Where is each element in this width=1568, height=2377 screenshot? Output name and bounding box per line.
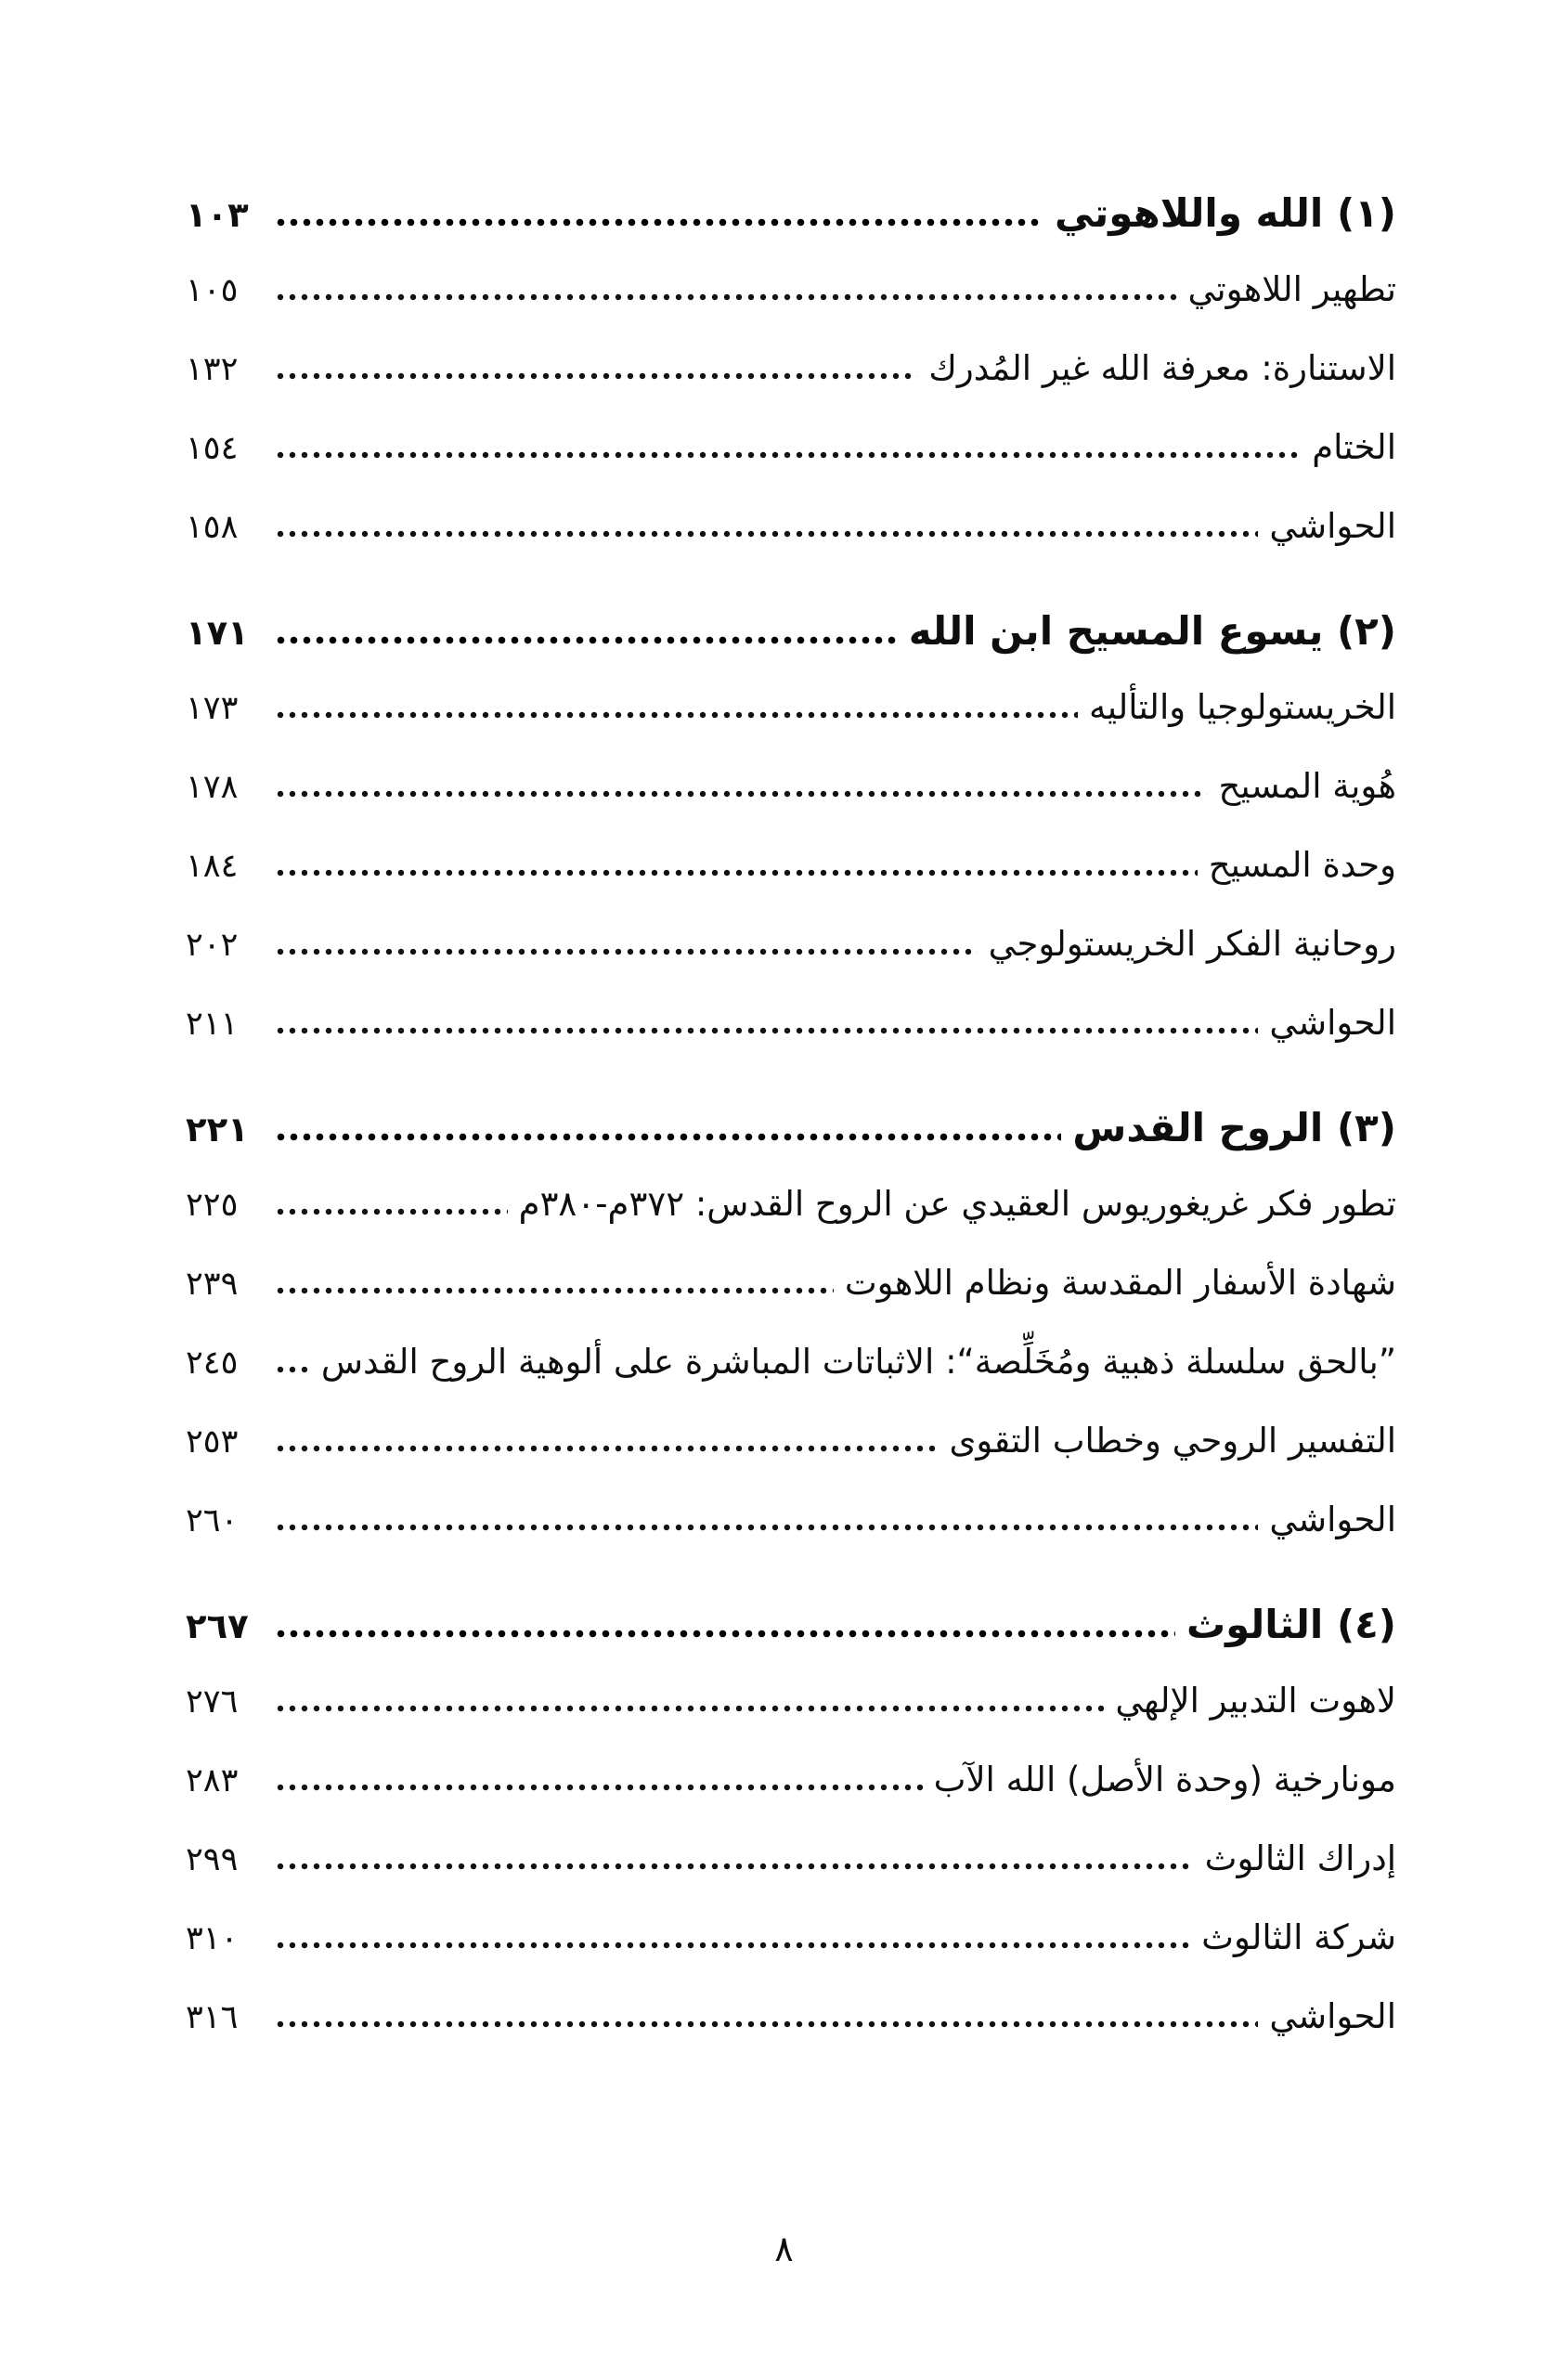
entry-title: الحواشي bbox=[1269, 1500, 1396, 1539]
toc-entry-row bbox=[186, 845, 1396, 924]
entry-page-number: ٢٢٥ bbox=[186, 1187, 239, 1224]
entry-page-number: ١٧٣ bbox=[186, 690, 239, 727]
toc-entry-row bbox=[186, 766, 1396, 845]
entry-title: تطهير اللاهوتي bbox=[1187, 269, 1396, 309]
entry-page-number: ٢٩٩ bbox=[186, 1841, 239, 1878]
entry-title: وحدة المسيح bbox=[1208, 845, 1396, 885]
chapter-title: (٣) الروح القدس bbox=[1072, 1105, 1396, 1150]
entry-page-number: ١٠٣ bbox=[186, 195, 249, 235]
entry-page-number: ٢٨٣ bbox=[186, 1762, 239, 1799]
toc-section bbox=[186, 608, 1396, 1082]
dot-leader bbox=[277, 451, 1301, 459]
toc-entry-row bbox=[186, 1681, 1396, 1760]
chapter-title: (٢) يسوع المسيح ابن الله bbox=[908, 608, 1396, 654]
entry-title: الحواشي bbox=[1269, 1003, 1396, 1043]
dot-leader bbox=[277, 1027, 1258, 1034]
toc-chapter-row bbox=[186, 1105, 1396, 1184]
dot-leader bbox=[277, 1705, 1104, 1712]
entry-title: الاستنارة: معرفة الله غير المُدرك bbox=[928, 348, 1396, 388]
entry-title: الحواشي bbox=[1269, 1996, 1396, 2036]
entry-title: لاهوت التدبير الإلهي bbox=[1115, 1681, 1396, 1721]
toc-entry-row bbox=[186, 1421, 1396, 1500]
entry-page-number: ٣١٦ bbox=[186, 1999, 239, 2036]
dot-leader bbox=[277, 530, 1258, 538]
dot-leader bbox=[277, 218, 1043, 227]
entry-page-number: ٢٢١ bbox=[186, 1110, 249, 1150]
entry-title: إدراك الثالوث bbox=[1204, 1838, 1396, 1878]
dot-leader bbox=[277, 1287, 834, 1294]
entry-title: الختام bbox=[1312, 427, 1396, 467]
toc-entry-row bbox=[186, 1263, 1396, 1342]
entry-page-number: ٣١٠ bbox=[186, 1920, 239, 1957]
dot-leader bbox=[277, 1630, 1175, 1638]
toc-entry-row bbox=[186, 687, 1396, 766]
page-number: ٨ bbox=[774, 2228, 794, 2269]
entry-page-number: ٢٦٠ bbox=[186, 1502, 239, 1539]
dot-leader bbox=[277, 636, 898, 644]
entry-page-number: ١٣٢ bbox=[186, 351, 239, 388]
toc-entry-row bbox=[186, 924, 1396, 1003]
chapter-title: (١) الله واللاهوتي bbox=[1055, 190, 1396, 236]
toc-entry-row bbox=[186, 348, 1396, 427]
dot-leader bbox=[277, 711, 1078, 719]
dot-leader bbox=[277, 869, 1198, 877]
dot-leader bbox=[277, 2020, 1258, 2028]
entry-title: روحانية الفكر الخريستولوجي bbox=[988, 924, 1396, 964]
dot-leader bbox=[277, 1524, 1258, 1531]
page-footer bbox=[0, 2228, 1568, 2269]
dot-leader bbox=[277, 372, 917, 380]
toc-chapter-row bbox=[186, 1602, 1396, 1681]
entry-title: هُوية المسيح bbox=[1218, 766, 1396, 806]
table-of-contents bbox=[186, 190, 1396, 2075]
entry-page-number: ١٨٤ bbox=[186, 848, 239, 885]
dot-leader bbox=[277, 1133, 1061, 1141]
entry-page-number: ٢٣٩ bbox=[186, 1266, 239, 1303]
toc-entry-row bbox=[186, 269, 1396, 348]
dot-leader bbox=[277, 1863, 1194, 1870]
entry-page-number: ٢٤٥ bbox=[186, 1344, 239, 1382]
toc-entry-row bbox=[186, 506, 1396, 585]
entry-page-number: ٢٥٣ bbox=[186, 1423, 239, 1461]
entry-title: الخريستولوجيا والتأليه bbox=[1088, 687, 1396, 727]
dot-leader bbox=[277, 293, 1177, 301]
toc-entry-row bbox=[186, 1996, 1396, 2075]
toc-entry-row bbox=[186, 1500, 1396, 1578]
entry-page-number: ٢٧٦ bbox=[186, 1683, 239, 1721]
entry-title: تطور فكر غريغوريوس العقيدي عن الروح القدس: ٣٧٢م-٣٨٠م bbox=[518, 1184, 1396, 1224]
chapter-title: (٤) الثالوث bbox=[1186, 1602, 1396, 1647]
entry-page-number: ٢٦٧ bbox=[186, 1606, 249, 1646]
toc-entry-row bbox=[186, 1342, 1396, 1421]
entry-title: مونارخية (وحدة الأصل) الله الآب bbox=[933, 1760, 1396, 1799]
dot-leader bbox=[277, 790, 1207, 798]
entry-title: التفسير الروحي وخطاب التقوى bbox=[949, 1421, 1396, 1461]
entry-title: شهادة الأسفار المقدسة ونظام اللاهوت bbox=[844, 1263, 1396, 1303]
toc-section bbox=[186, 1602, 1396, 2075]
toc-entry-row bbox=[186, 1003, 1396, 1082]
entry-title: شركة الثالوث bbox=[1201, 1917, 1396, 1957]
toc-entry-row bbox=[186, 1760, 1396, 1838]
toc-chapter-row bbox=[186, 190, 1396, 269]
toc-entry-row bbox=[186, 1838, 1396, 1917]
entry-page-number: ١٥٤ bbox=[186, 430, 239, 467]
dot-leader bbox=[277, 1208, 508, 1215]
dot-leader bbox=[277, 1445, 938, 1452]
entry-page-number: ١٥٨ bbox=[186, 509, 239, 546]
entry-page-number: ١٧٨ bbox=[186, 769, 239, 806]
entry-title: ”بالحق سلسلة ذهبية ومُخَلِّصة“: الاثباتات المباشرة على ألوهية الروح القدس bbox=[320, 1342, 1396, 1382]
toc-entry-row bbox=[186, 1917, 1396, 1996]
entry-page-number: ٢١١ bbox=[186, 1006, 239, 1043]
toc-section bbox=[186, 190, 1396, 585]
toc-chapter-row bbox=[186, 608, 1396, 687]
dot-leader bbox=[277, 948, 978, 955]
entry-page-number: ١٠٥ bbox=[186, 272, 239, 309]
toc-section bbox=[186, 1105, 1396, 1578]
entry-page-number: ٢٠٢ bbox=[186, 927, 239, 964]
entry-page-number: ١٧١ bbox=[186, 613, 249, 653]
entry-title: الحواشي bbox=[1269, 506, 1396, 546]
dot-leader bbox=[277, 1366, 310, 1373]
dot-leader bbox=[277, 1942, 1190, 1949]
toc-entry-row bbox=[186, 1184, 1396, 1263]
dot-leader bbox=[277, 1784, 923, 1791]
toc-entry-row bbox=[186, 427, 1396, 506]
